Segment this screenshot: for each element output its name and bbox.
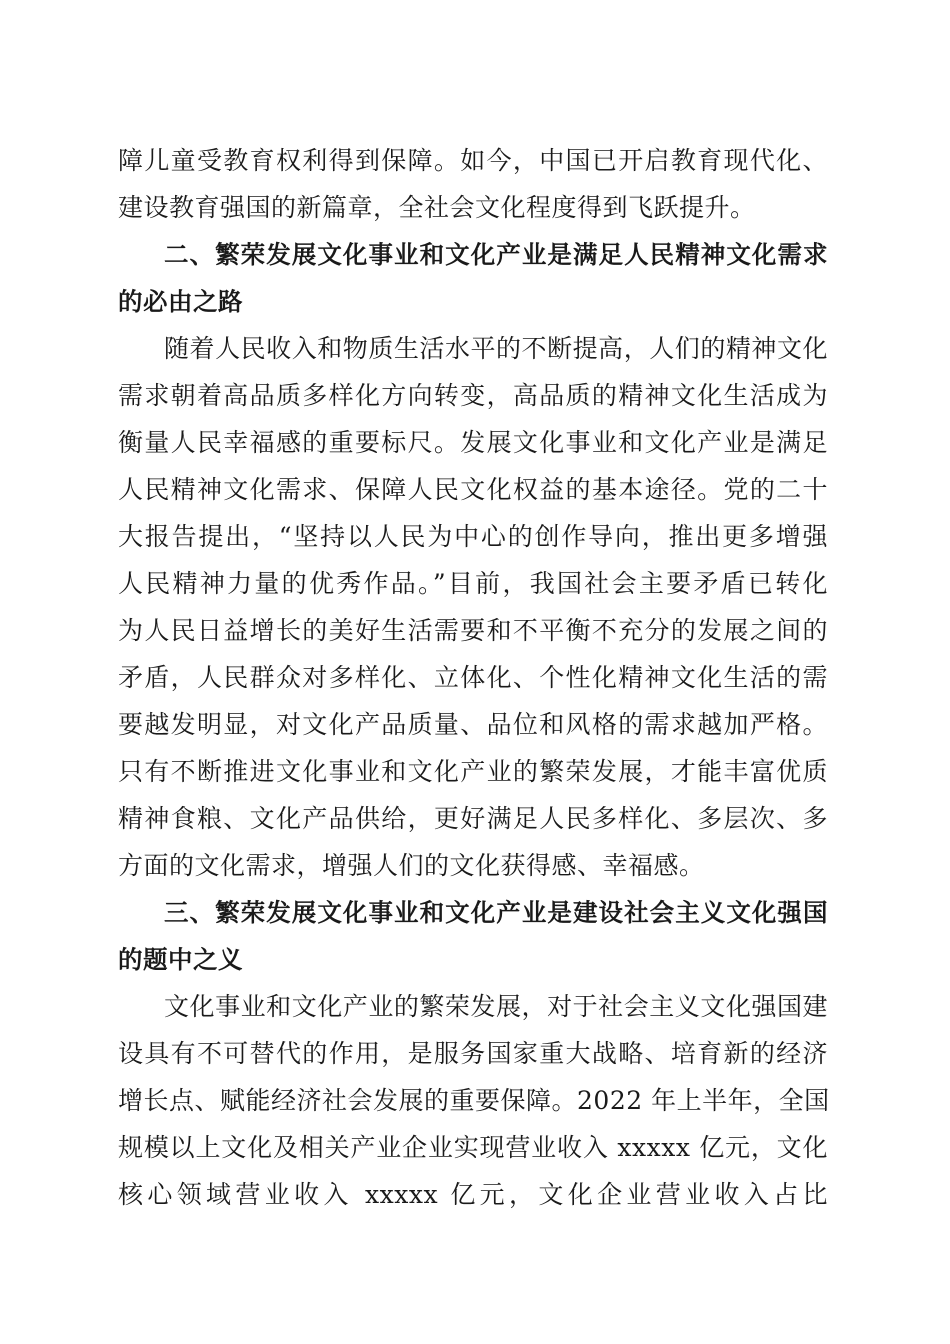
text-line: 精神食粮、文化产品供给，更好满足人民多样化、多层次、多	[118, 804, 828, 833]
heading-line: 二、繁荣发展文化事业和文化产业是满足人民精神文化需求	[164, 240, 828, 269]
text-line: 人民精神文化需求、保障人民文化权益的基本途径。党的二十	[118, 475, 828, 504]
paragraph	[118, 137, 828, 231]
section-heading-3	[118, 889, 828, 983]
heading-line: 的必由之路	[118, 287, 243, 316]
text-line: 需求朝着高品质多样化方向转变，高品质的精神文化生活成为	[118, 381, 828, 410]
text-line: 要越发明显，对文化产品质量、品位和风格的需求越加严格。	[118, 710, 828, 739]
paragraph	[118, 325, 828, 889]
text-line: 障儿童受教育权利得到保障。如今，中国已开启教育现代化、	[118, 146, 828, 175]
text-line: 文化事业和文化产业的繁荣发展，对于社会主义文化强国建	[164, 992, 828, 1021]
text-line: 随着人民收入和物质生活水平的不断提高，人们的精神文化	[164, 334, 828, 363]
text-line: 只有不断推进文化事业和文化产业的繁荣发展，才能丰富优质	[118, 757, 828, 786]
text-line: 建设教育强国的新篇章，全社会文化程度得到飞跃提升。	[118, 193, 756, 222]
text-line: 增长点、赋能经济社会发展的重要保障。2022 年上半年，全国	[118, 1086, 830, 1115]
section-heading-2	[118, 231, 828, 325]
text-line: 大报告提出，“坚持以人民为中心的创作导向，推出更多增强	[118, 522, 828, 551]
text-line: 核心领域营业收入 xxxxx 亿元，文化企业营业收入占比	[118, 1180, 828, 1209]
heading-line: 三、繁荣发展文化事业和文化产业是建设社会主义文化强国	[164, 898, 828, 927]
text-line: 人民精神力量的优秀作品。”目前，我国社会主要矛盾已转化	[118, 569, 828, 598]
heading-line: 的题中之义	[118, 945, 243, 974]
text-line: 衡量人民幸福感的重要标尺。发展文化事业和文化产业是满足	[118, 428, 828, 457]
text-line: 矛盾，人民群众对多样化、立体化、个性化精神文化生活的需	[118, 663, 828, 692]
text-line: 为人民日益增长的美好生活需要和不平衡不充分的发展之间的	[118, 616, 828, 645]
text-line: 规模以上文化及相关产业企业实现营业收入 xxxxx 亿元，文化	[118, 1133, 828, 1162]
paragraph	[118, 983, 828, 1218]
text-line: 方面的文化需求，增强人们的文化获得感、幸福感。	[118, 851, 705, 880]
document-body	[118, 137, 828, 1218]
text-line: 设具有不可替代的作用，是服务国家重大战略、培育新的经济	[118, 1039, 828, 1068]
